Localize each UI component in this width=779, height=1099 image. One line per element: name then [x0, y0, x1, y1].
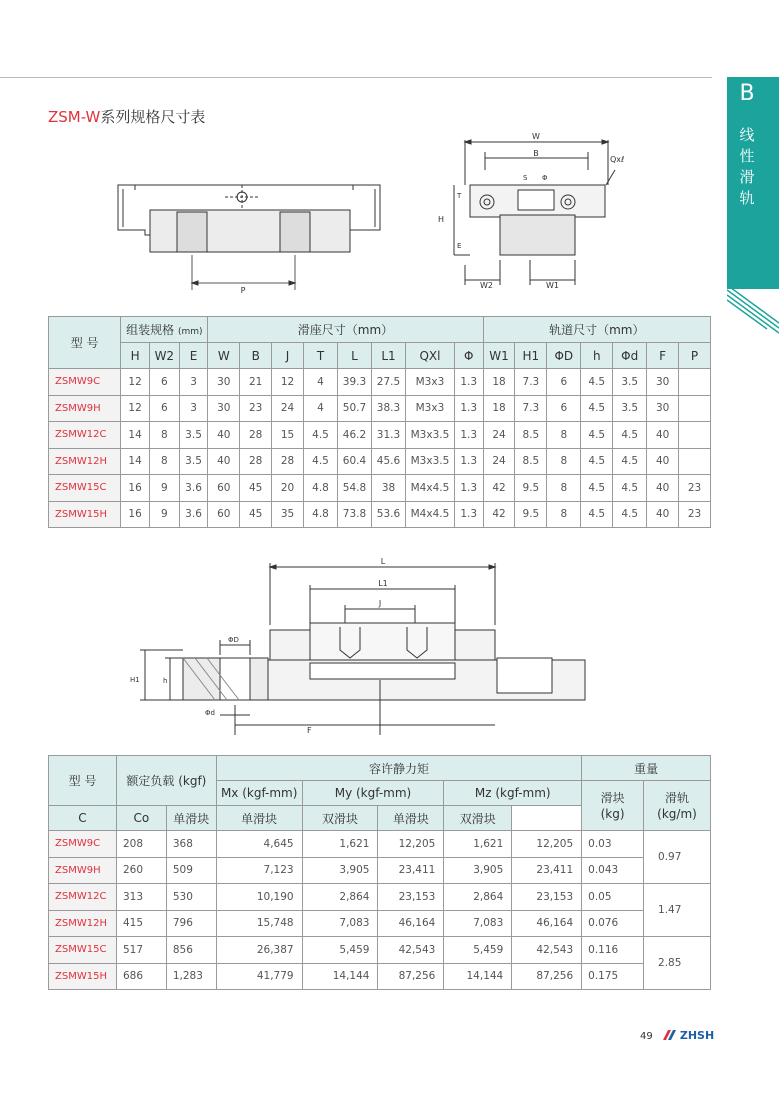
table-cell: 3.6 — [179, 501, 208, 528]
table-cell — [679, 422, 711, 449]
table-cell: 6 — [547, 395, 581, 422]
table-cell: 9.5 — [515, 475, 547, 502]
label-H: H — [438, 215, 445, 224]
table-cell: 28 — [240, 448, 272, 475]
table-cell: 8 — [149, 448, 179, 475]
table-cell: 8 — [547, 501, 581, 528]
chapter-label — [733, 125, 761, 209]
chapter-label-char: 性 — [739, 147, 755, 165]
table-cell: 368 — [166, 831, 216, 858]
col-header: QXl — [406, 343, 455, 369]
table-cell: 0.175 — [582, 963, 644, 990]
table-cell: 27.5 — [372, 369, 406, 396]
table-cell: 3 — [179, 395, 208, 422]
table-cell: 53.6 — [372, 501, 406, 528]
table-cell: 87,256 — [378, 963, 444, 990]
table-cell: 4 — [304, 395, 338, 422]
col-header: W — [208, 343, 240, 369]
table-cell: 7,083 — [444, 910, 512, 937]
chapter-tab — [727, 77, 779, 289]
tab-stripes — [727, 285, 779, 335]
table-cell: 3,905 — [302, 857, 378, 884]
table-cell: 39.3 — [338, 369, 372, 396]
table-cell: 5,459 — [302, 937, 378, 964]
table-row — [49, 857, 711, 884]
table-cell: 856 — [166, 937, 216, 964]
table-cell: M4x4.5 — [406, 501, 455, 528]
table-cell: 23,153 — [378, 884, 444, 911]
table-row — [49, 395, 711, 422]
col-load: 额定负载 (kgf) — [116, 756, 216, 806]
col-header: Φd — [613, 343, 647, 369]
table-cell: 1.3 — [454, 422, 483, 449]
col-Co: Co — [116, 806, 166, 831]
table-cell: 12,205 — [512, 831, 582, 858]
table-cell: 4.5 — [613, 501, 647, 528]
brand-name: ZHSH — [679, 1029, 715, 1042]
table-cell: 4 — [304, 369, 338, 396]
model-cell: ZSMW9C — [49, 369, 121, 396]
model-cell: ZSMW12C — [49, 422, 121, 449]
table-cell: 9.5 — [515, 501, 547, 528]
table-cell: 1,283 — [166, 963, 216, 990]
table-cell: 3.6 — [179, 475, 208, 502]
table-row — [49, 448, 711, 475]
table-cell: 40 — [647, 501, 679, 528]
table-cell — [679, 448, 711, 475]
col-header: H1 — [515, 343, 547, 369]
table-cell: 1.3 — [454, 475, 483, 502]
model-cell: ZSMW9H — [49, 857, 117, 884]
table-cell: 54.8 — [338, 475, 372, 502]
label-P: P — [240, 286, 246, 295]
table-cell: 7.3 — [515, 369, 547, 396]
table-cell: 7.3 — [515, 395, 547, 422]
table-cell: 23,153 — [512, 884, 582, 911]
table-cell: 3.5 — [613, 395, 647, 422]
table-cell: 10,190 — [216, 884, 302, 911]
rail-weight-cell: 1.47 — [644, 884, 711, 937]
table-cell: 4.5 — [304, 422, 338, 449]
col-header: ΦD — [547, 343, 581, 369]
label-W2: W2 — [480, 281, 493, 290]
col-moment: 容许静力矩 — [216, 756, 581, 781]
col-model: 型 号 — [49, 317, 121, 369]
table-cell: 4.5 — [581, 501, 613, 528]
label-E: E — [457, 242, 462, 250]
table-cell: 16 — [121, 475, 150, 502]
table-cell: 208 — [116, 831, 166, 858]
table-cell: 9 — [149, 501, 179, 528]
table-cell: 0.116 — [582, 937, 644, 964]
col-mz: Mz (kgf-mm) — [444, 781, 582, 806]
brand-logo-icon — [662, 1029, 676, 1041]
chapter-label-char: 线 — [739, 126, 755, 144]
table-cell: 0.05 — [582, 884, 644, 911]
table-cell: 14 — [121, 422, 150, 449]
table-cell: 8 — [547, 422, 581, 449]
table-cell: 42 — [483, 501, 515, 528]
table-cell: 73.8 — [338, 501, 372, 528]
chapter-label-char: 轨 — [739, 189, 755, 207]
table-cell: 0.076 — [582, 910, 644, 937]
col-block-weight: 滑块 (kg) — [582, 781, 644, 831]
col-header: P — [679, 343, 711, 369]
label-L: L — [380, 557, 386, 566]
table-cell: 26,387 — [216, 937, 302, 964]
table-cell: 30 — [647, 395, 679, 422]
table-cell: 517 — [116, 937, 166, 964]
col-rail-weight: 滑轨 (kg/m) — [644, 781, 711, 831]
rail-weight-cell: 0.97 — [644, 831, 711, 884]
label-phi: Φ — [542, 174, 548, 182]
table-cell: 12 — [272, 369, 304, 396]
table-cell: 4.5 — [613, 475, 647, 502]
table-cell: 1.3 — [454, 395, 483, 422]
table-cell: 4,645 — [216, 831, 302, 858]
table-cell: 9 — [149, 475, 179, 502]
table-cell: 3 — [179, 369, 208, 396]
table-cell: 40 — [208, 448, 240, 475]
table-cell: 45.6 — [372, 448, 406, 475]
table-cell: 60 — [208, 501, 240, 528]
table-row — [49, 831, 711, 858]
table-cell: 8 — [149, 422, 179, 449]
table-cell: M3x3 — [406, 395, 455, 422]
label-phiD: ΦD — [228, 636, 239, 644]
label-L1: L1 — [378, 579, 388, 588]
table-cell: 41,779 — [216, 963, 302, 990]
brand-logo — [662, 1029, 714, 1042]
table-cell: 7,083 — [302, 910, 378, 937]
col-mz-double: 双滑块 — [444, 806, 512, 831]
table-cell — [679, 395, 711, 422]
table-cell: 6 — [149, 395, 179, 422]
table-cell: 23,411 — [378, 857, 444, 884]
model-cell: ZSMW12H — [49, 910, 117, 937]
col-mx-single: 单滑块 — [166, 806, 216, 831]
table-row — [49, 910, 711, 937]
table-cell: 45 — [240, 475, 272, 502]
table-row — [49, 937, 711, 964]
table-cell: 796 — [166, 910, 216, 937]
table-row — [49, 422, 711, 449]
col-group-assembly: 组装规格 (mm) — [121, 317, 208, 343]
table-cell: 15,748 — [216, 910, 302, 937]
table-cell: 14 — [121, 448, 150, 475]
table-cell: 3.5 — [179, 448, 208, 475]
table-cell: 2,864 — [444, 884, 512, 911]
model-cell: ZSMW9H — [49, 395, 121, 422]
table-cell: 24 — [272, 395, 304, 422]
table-cell: 0.043 — [582, 857, 644, 884]
col-header: L — [338, 343, 372, 369]
model-cell: ZSMW15H — [49, 501, 121, 528]
table-cell: 4.5 — [581, 475, 613, 502]
table-cell: 415 — [116, 910, 166, 937]
series-name: ZSM-W — [48, 108, 101, 126]
table-cell: 24 — [483, 422, 515, 449]
model-cell: ZSMW15C — [49, 475, 121, 502]
table-cell: 50.7 — [338, 395, 372, 422]
table-cell: 5,459 — [444, 937, 512, 964]
table-cell: 8.5 — [515, 448, 547, 475]
table-row — [49, 475, 711, 502]
table-cell: 35 — [272, 501, 304, 528]
table-cell: 42,543 — [378, 937, 444, 964]
model-cell: ZSMW9C — [49, 831, 117, 858]
table-cell: M3x3.5 — [406, 448, 455, 475]
rail-length-drawing — [125, 555, 590, 740]
chapter-letter: B — [739, 81, 755, 106]
table-cell: M3x3.5 — [406, 422, 455, 449]
table-cell — [679, 369, 711, 396]
col-model: 型 号 — [49, 756, 117, 806]
table-cell: 4.5 — [581, 395, 613, 422]
col-my-double: 双滑块 — [302, 806, 378, 831]
page-number: 49 — [640, 1031, 653, 1042]
col-mz-single: 单滑块 — [378, 806, 444, 831]
table-cell: 87,256 — [512, 963, 582, 990]
table-cell: 24 — [483, 448, 515, 475]
table-cell: 16 — [121, 501, 150, 528]
table-cell: 8.5 — [515, 422, 547, 449]
col-my-single: 单滑块 — [216, 806, 302, 831]
label-Qxl: Qxℓ — [610, 155, 625, 164]
title-text: 系列规格尺寸表 — [100, 108, 206, 126]
label-W: W — [532, 132, 540, 141]
model-cell: ZSMW12H — [49, 448, 121, 475]
label-S: S — [523, 174, 528, 182]
table-cell: 4.5 — [304, 448, 338, 475]
table-cell: 23 — [240, 395, 272, 422]
table-cell: 4.5 — [613, 422, 647, 449]
table-cell: 8 — [547, 448, 581, 475]
table-cell: 4.5 — [581, 422, 613, 449]
table-cell: 7,123 — [216, 857, 302, 884]
table-row — [49, 884, 711, 911]
col-header: H — [121, 343, 150, 369]
label-B: B — [533, 149, 539, 158]
table-cell: 1.3 — [454, 501, 483, 528]
col-header: Φ — [454, 343, 483, 369]
table-cell: 1.3 — [454, 369, 483, 396]
table-cell: 28 — [240, 422, 272, 449]
col-header: h — [581, 343, 613, 369]
table-cell: 20 — [272, 475, 304, 502]
col-header: F — [647, 343, 679, 369]
table-cell: 60 — [208, 475, 240, 502]
table-cell: 1,621 — [302, 831, 378, 858]
model-cell: ZSMW12C — [49, 884, 117, 911]
table-cell: 4.5 — [581, 369, 613, 396]
table-cell: 30 — [647, 369, 679, 396]
table-cell: 31.3 — [372, 422, 406, 449]
col-header: E — [179, 343, 208, 369]
table-cell: 21 — [240, 369, 272, 396]
col-mx: Mx (kgf-mm) — [216, 781, 302, 806]
table-row — [49, 369, 711, 396]
table-cell: 509 — [166, 857, 216, 884]
table-cell: 1.3 — [454, 448, 483, 475]
table-cell: 14,144 — [302, 963, 378, 990]
table-cell: 0.03 — [582, 831, 644, 858]
col-weight: 重量 — [582, 756, 711, 781]
table-row — [49, 963, 711, 990]
table-cell: 40 — [208, 422, 240, 449]
table-cell: 1,621 — [444, 831, 512, 858]
table-cell: 3.5 — [179, 422, 208, 449]
col-group-rail: 轨道尺寸（mm） — [483, 317, 710, 343]
model-cell: ZSMW15H — [49, 963, 117, 990]
label-phid: Φd — [205, 709, 215, 717]
table-cell: M3x3 — [406, 369, 455, 396]
table-row — [49, 501, 711, 528]
table-cell: 46,164 — [512, 910, 582, 937]
table-cell: 4.5 — [581, 448, 613, 475]
table-cell: 42,543 — [512, 937, 582, 964]
col-C: C — [49, 806, 117, 831]
col-header: J — [272, 343, 304, 369]
label-F: F — [307, 726, 312, 735]
table-cell: 30 — [208, 395, 240, 422]
table-cell: 23,411 — [512, 857, 582, 884]
table-cell: 12 — [121, 395, 150, 422]
col-my: My (kgf-mm) — [302, 781, 444, 806]
table-cell: 60.4 — [338, 448, 372, 475]
table-cell: 15 — [272, 422, 304, 449]
table-cell: 18 — [483, 395, 515, 422]
table-cell: 6 — [149, 369, 179, 396]
table-cell: 42 — [483, 475, 515, 502]
col-header: W2 — [149, 343, 179, 369]
table-cell: 686 — [116, 963, 166, 990]
table-cell: 14,144 — [444, 963, 512, 990]
load-table — [48, 755, 711, 990]
table-cell: 28 — [272, 448, 304, 475]
page-title — [48, 106, 205, 127]
table-cell: 4.8 — [304, 475, 338, 502]
chapter-label-char: 滑 — [739, 168, 755, 186]
table-cell: 23 — [679, 501, 711, 528]
col-header: B — [240, 343, 272, 369]
table-cell: 40 — [647, 475, 679, 502]
table-cell: 38 — [372, 475, 406, 502]
rail-weight-cell: 2.85 — [644, 937, 711, 990]
label-W1: W1 — [546, 281, 559, 290]
table-cell: 4.5 — [613, 448, 647, 475]
table-cell: 6 — [547, 369, 581, 396]
table-cell: 2,864 — [302, 884, 378, 911]
table-cell: 4.8 — [304, 501, 338, 528]
table-cell: M4x4.5 — [406, 475, 455, 502]
col-header: T — [304, 343, 338, 369]
table-cell: 313 — [116, 884, 166, 911]
table-cell: 12 — [121, 369, 150, 396]
table-cell: 260 — [116, 857, 166, 884]
table-cell: 18 — [483, 369, 515, 396]
front-view-drawing — [115, 175, 385, 295]
header-divider — [0, 77, 712, 78]
table-cell: 45 — [240, 501, 272, 528]
label-T: T — [457, 192, 462, 200]
table-cell: 30 — [208, 369, 240, 396]
table-cell: 40 — [647, 448, 679, 475]
table-cell: 46.2 — [338, 422, 372, 449]
table-cell: 40 — [647, 422, 679, 449]
table-cell: 8 — [547, 475, 581, 502]
col-header: W1 — [483, 343, 515, 369]
table-cell: 38.3 — [372, 395, 406, 422]
col-header: L1 — [372, 343, 406, 369]
side-view-drawing — [420, 130, 630, 300]
table-cell: 23 — [679, 475, 711, 502]
label-J: J — [378, 599, 382, 608]
label-H1: H1 — [130, 676, 140, 684]
table-cell: 12,205 — [378, 831, 444, 858]
table-cell: 46,164 — [378, 910, 444, 937]
spec-table — [48, 316, 711, 528]
table-cell: 3.5 — [613, 369, 647, 396]
label-h: h — [163, 677, 168, 685]
table-cell: 3,905 — [444, 857, 512, 884]
table-cell: 530 — [166, 884, 216, 911]
col-group-slider: 滑座尺寸（mm） — [208, 317, 483, 343]
model-cell: ZSMW15C — [49, 937, 117, 964]
